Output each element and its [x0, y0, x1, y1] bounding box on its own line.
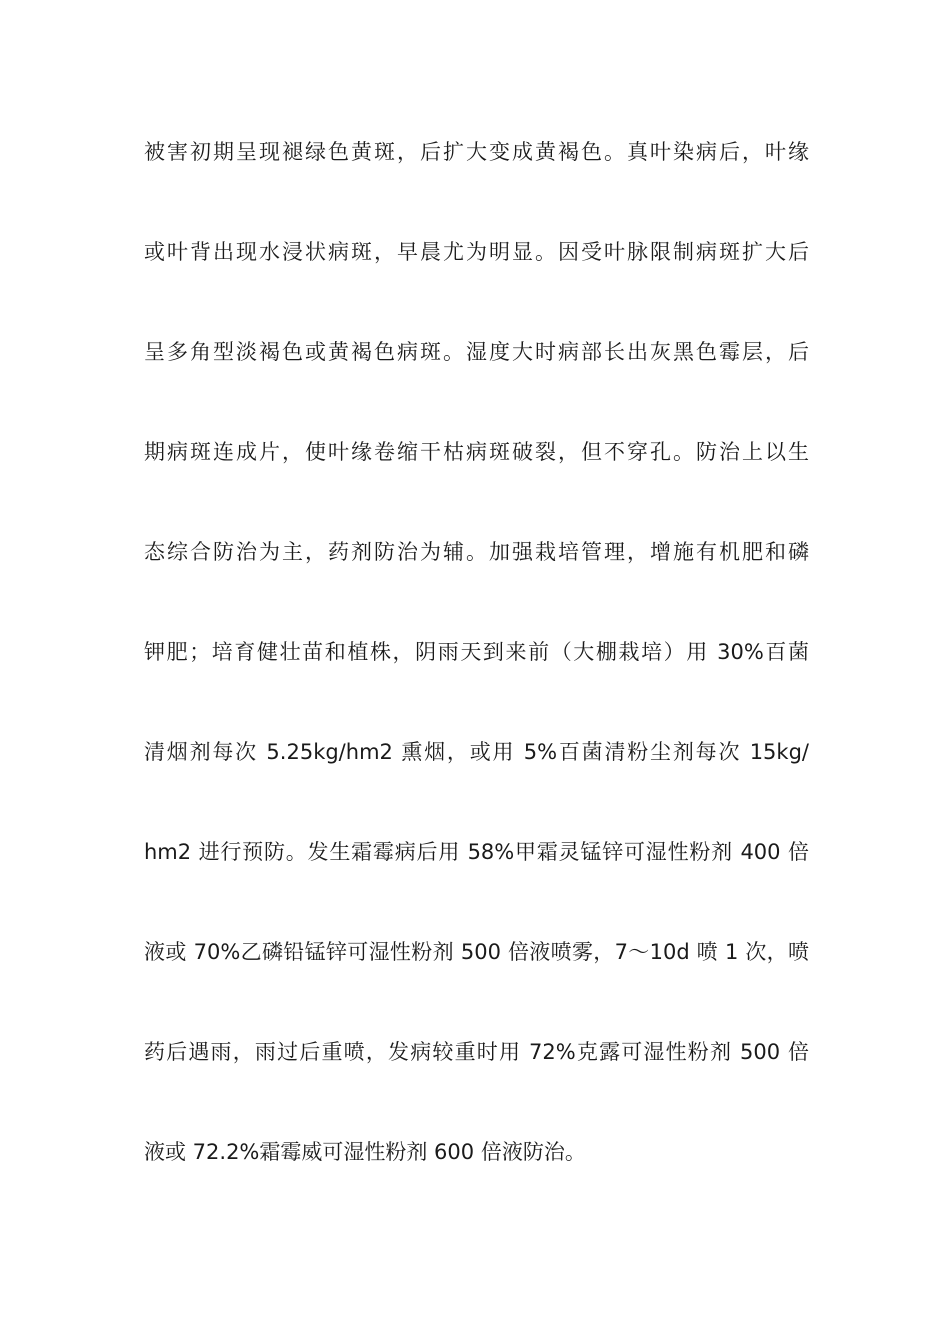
paragraph-line-11: 液或 72.2%霜霉威可湿性粉剂 600 倍液防治。 [144, 1140, 586, 1164]
body-paragraph [144, 129, 809, 1229]
paragraph-line-1: 被害初期呈现褪绿色黄斑，后扩大变成黄褐色。真叶染病后，叶缘 [144, 140, 809, 164]
paragraph-line-8: hm2 进行预防。发生霜霉病后用 58%甲霜灵锰锌可湿性粉剂 400 倍 [144, 840, 809, 864]
paragraph-line-2: 或叶背出现水浸状病斑，早晨尤为明显。因受叶脉限制病斑扩大后 [144, 240, 809, 264]
paragraph-line-5: 态综合防治为主，药剂防治为辅。加强栽培管理，增施有机肥和磷 [144, 540, 809, 564]
paragraph-line-3: 呈多角型淡褐色或黄褐色病斑。湿度大时病部长出灰黑色霉层，后 [144, 340, 809, 364]
paragraph-line-7: 清烟剂每次 5.25kg/hm2 熏烟，或用 5%百菌清粉尘剂每次 15kg/ [144, 740, 809, 764]
paragraph-line-9: 液或 70%乙磷铅锰锌可湿性粉剂 500 倍液喷雾，7～10d 喷 1 次，喷 [144, 940, 809, 964]
paragraph-line-10: 药后遇雨，雨过后重喷，发病较重时用 72%克露可湿性粉剂 500 倍 [144, 1040, 809, 1064]
paragraph-line-6: 钾肥；培育健壮苗和植株，阴雨天到来前（大棚栽培）用 30%百菌 [144, 640, 809, 664]
paragraph-line-4: 期病斑连成片，使叶缘卷缩干枯病斑破裂，但不穿孔。防治上以生 [144, 440, 809, 464]
